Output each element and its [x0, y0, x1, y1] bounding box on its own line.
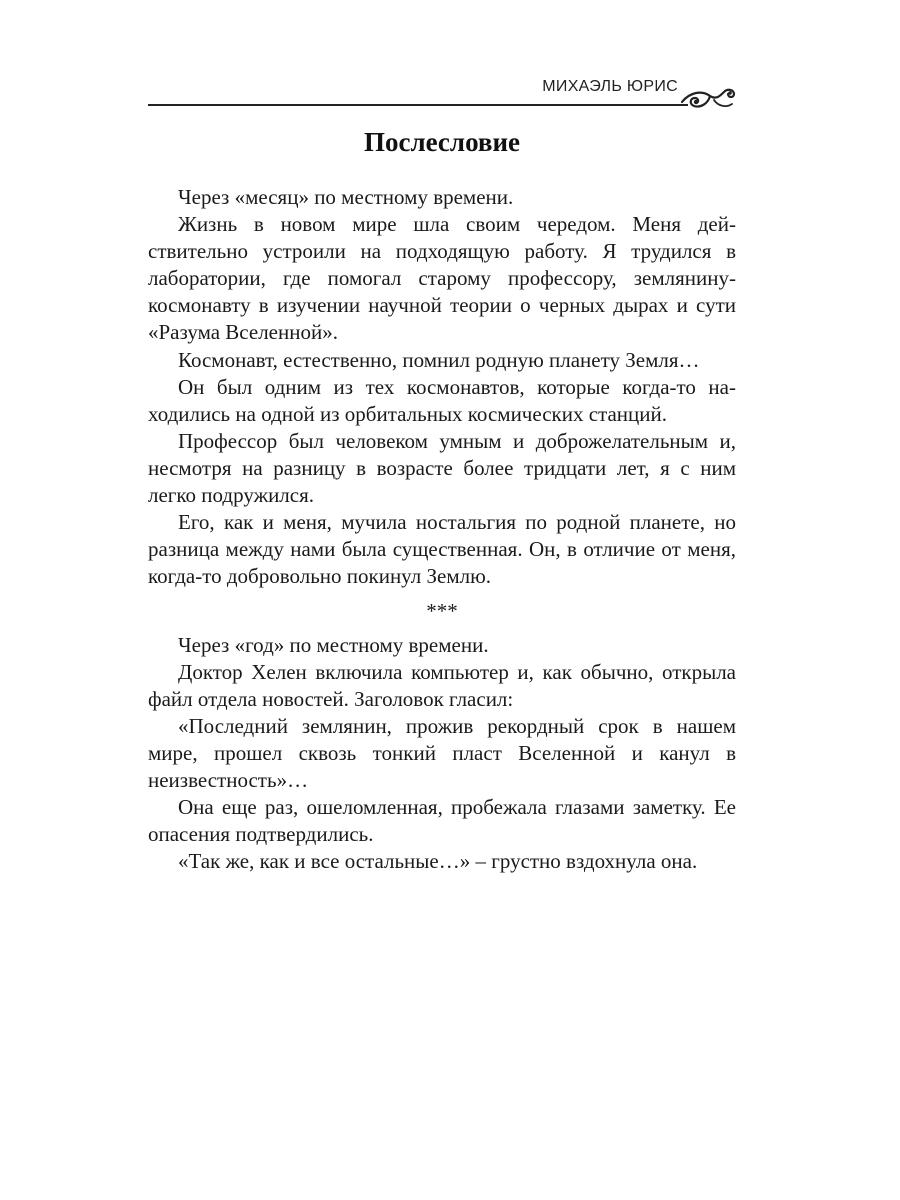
- paragraph: Жизнь в новом мире шла своим чередом. Меня действительно устроили на подходящую работу. Я трудился в лаборатории, где помогал старому профессору, землянину-космонавту в изучении научной теории о черных дырах и сути «Разума Вселенной».: [148, 212, 736, 345]
- running-header: [148, 74, 736, 114]
- chapter-body: [148, 184, 736, 875]
- paragraph: Через «месяц» по местному времени.: [178, 185, 514, 209]
- chapter-title: Послесловие: [363, 127, 521, 157]
- running-header-author: МИХАЭЛЬ ЮРИС: [542, 78, 678, 95]
- section-separator: ***: [426, 599, 458, 624]
- paragraph: Она еще раз, ошеломленная, пробежала глазами заметку. Ее опасения подтвердились.: [148, 795, 736, 847]
- paragraph: Профессор был человеком умным и доброжелательным и, несмотря на разницу в возрасте более тридцати лет, я с ним легко подружился.: [148, 428, 736, 508]
- paragraph: Его, как и меня, мучила ностальгия по родной планете, но разница между нами была существенная. Он, в отличие от меня, когда-то добровольно покинул Землю.: [148, 510, 736, 589]
- paragraph: Доктор Хелен включила компьютер и, как обычно, открыла файл отдела новостей. Заголовок гласил:: [148, 659, 736, 711]
- paragraph: «Так же, как и все остальные…» – грустно вздохнула она.: [178, 849, 698, 874]
- scroll-ornament-icon: [680, 82, 736, 114]
- paragraph: Космонавт, естественно, помнил родную планету Земля…: [178, 347, 700, 372]
- paragraph: «Последний землянин, прожив рекордный срок в нашем мире, прошел сквозь тонкий пласт Вселенной и канул в неизвестность»…: [148, 713, 736, 792]
- paragraph: Он был одним из тех космонавтов, которые когда-то находились на одной из орбитальных космических станций.: [148, 374, 736, 426]
- header-rule: [148, 104, 688, 106]
- paragraph: Через «год» по местному времени.: [178, 632, 489, 657]
